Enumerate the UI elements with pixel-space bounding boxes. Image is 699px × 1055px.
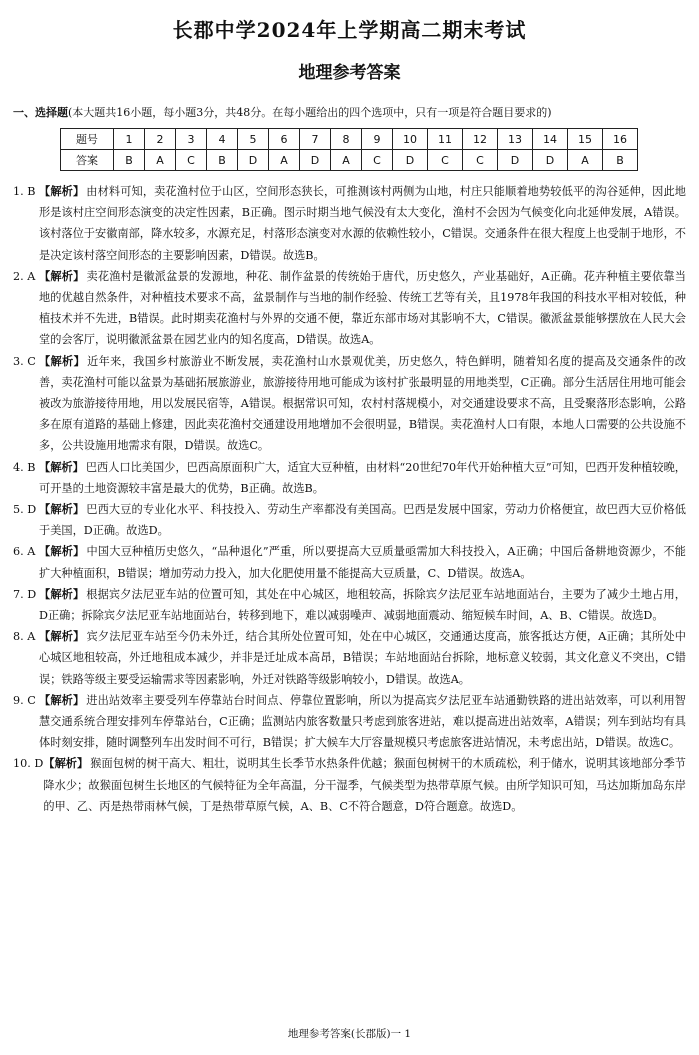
question-number-cell: 1: [114, 129, 145, 150]
explanation-item: [13, 584, 686, 626]
question-number-cell: 9: [362, 129, 393, 150]
answer-cell: C: [176, 150, 207, 171]
explanation-number: 9. C: [13, 693, 36, 707]
answer-table-number-row: [61, 129, 638, 150]
explanation-item: [13, 351, 686, 457]
explanation-item: [13, 753, 686, 817]
answer-cell: D: [498, 150, 533, 171]
explanation-item: [13, 690, 686, 754]
analysis-tag: 【解析】: [39, 693, 85, 707]
answer-cell: A: [145, 150, 176, 171]
answer-cell: D: [300, 150, 331, 171]
explanation-item: [13, 457, 686, 499]
explanation-body: [39, 584, 686, 626]
explanation-number: 4. B: [13, 460, 36, 474]
answer-cell: B: [603, 150, 638, 171]
section-note: (本大题共16小题，每小题3分，共48分。在每小题给出的四个选项中，只有一项是符合题目要求的): [68, 106, 552, 119]
page-subtitle: 地理参考答案: [298, 63, 401, 83]
answer-cell: C: [428, 150, 463, 171]
explanation-number: 2. A: [13, 269, 36, 283]
question-number-cell: 14: [533, 129, 568, 150]
explanation-body: [39, 266, 686, 351]
answer-cell: B: [114, 150, 145, 171]
explanation-text: 巴西大豆的专业化水平、科技投入、劳动生产率都没有美国高。巴西是发展中国家，劳动力价格便宜，故巴西大豆价格低于美国，D正确。故选D。: [39, 503, 686, 538]
row-label-answer: 答案: [61, 150, 114, 171]
explanation-body: [39, 690, 686, 754]
section-title: 一、选择题: [13, 106, 68, 119]
page-title: 长郡中学2024年上学期高二期末考试: [172, 18, 527, 42]
explanation-item: [13, 266, 686, 351]
explanation-item: [13, 626, 686, 690]
question-number-cell: 2: [145, 129, 176, 150]
question-number-cell: 16: [603, 129, 638, 150]
question-number-cell: 15: [568, 129, 603, 150]
explanation-text: 进出站效率主要受列车停靠站台时间点、停靠位置影响，所以为提高宾夕法尼亚车站通勤铁路的进出站效率，可以利用智慧交通系统合理安排列车停靠站台，C正确；监测站内旅客数量只考虑到旅客进站，难以提高进出站效率，A错误；列车到站均有具体时刻安排，随时调整列车出发时间不可行，B错误；扩大候车大厅容量规模只考虑旅客进站情况，未考虑出站，D错误。故选C。: [39, 693, 686, 750]
question-number-cell: 7: [300, 129, 331, 150]
explanation-text: 卖花渔村是徽派盆景的发源地，种花、制作盆景的传统始于唐代，历史悠久，产业基础好，A正确。花卉种植主要依靠当地的优越自然条件，对种植技术要求不高，盆景制作与当地的制作经验、传统工艺等有关，且1978年我国的科技水平相对较低，种植技术并不先进，B错误。此时期卖花渔村与外界的交通不便，靠近东部市场对其影响不大，C错误。徽派盆景能够摆放在人民大会堂的会客厅，说明徽派盆景在园艺业内的知名度高，D错误。故选A。: [39, 269, 686, 347]
explanation-number: 10. D: [13, 757, 44, 771]
analysis-tag: 【解析】: [39, 354, 86, 368]
answer-cell: D: [533, 150, 568, 171]
analysis-tag: 【解析】: [39, 545, 85, 559]
analysis-tag: 【解析】: [39, 503, 85, 517]
answer-cell: D: [393, 150, 428, 171]
question-number-cell: 8: [331, 129, 362, 150]
explanation-number: 3. C: [13, 354, 36, 368]
analysis-tag: 【解析】: [39, 587, 85, 601]
explanation-text: 巴西人口比美国少，巴西高原面积广大，适宜大豆种植，由材料“20世纪70年代开始种植大豆”可知，巴西开发种植较晚，可开垦的土地资源较丰富是最大的优势，B正确。故选B。: [39, 460, 686, 495]
explanation-item: [13, 541, 686, 583]
analysis-tag: 【解析】: [39, 460, 84, 474]
explanation-body: [39, 457, 686, 499]
explanation-body: [39, 351, 686, 457]
explanation-number: 1. B: [13, 185, 36, 198]
explanation-number: 7. D: [13, 587, 37, 601]
row-label-number: 题号: [61, 129, 114, 150]
explanation-number: 6. A: [13, 545, 36, 559]
analysis-tag: 【解析】: [43, 757, 89, 771]
question-number-cell: 6: [269, 129, 300, 150]
question-number-cell: 12: [463, 129, 498, 150]
explanation-text: 根据宾夕法尼亚车站的位置可知，其处在中心城区，地租较高，拆除宾夕法尼亚车站地面站台，主要为了减少土地占用，D正确；拆除宾夕法尼亚车站地面站台，转移到地下，难以减弱噪声、减弱地面震动、缩短候车时间，A、B、C错误。故选D。: [39, 587, 686, 623]
question-number-cell: 3: [176, 129, 207, 150]
explanation-list: [13, 181, 686, 817]
question-number-cell: 4: [207, 129, 238, 150]
question-number-cell: 5: [238, 129, 269, 150]
answer-cell: C: [362, 150, 393, 171]
question-number-cell: 10: [393, 129, 428, 150]
explanation-body: [39, 499, 686, 541]
explanation-text: 中国大豆种植历史悠久，“品种退化”严重，所以要提高大豆质量亟需加大科技投入，A正确；中国后备耕地资源少，不能扩大种植面积，B错误；增加劳动力投入，加大化肥使用量不能提高大豆质量，C、D错误。故选A。: [39, 545, 686, 580]
explanation-body: [43, 753, 686, 817]
question-number-cell: 11: [428, 129, 463, 150]
explanation-number: 5. D: [13, 503, 37, 517]
explanation-number: 8. A: [13, 630, 36, 644]
answer-cell: A: [568, 150, 603, 171]
answer-table: [60, 128, 638, 171]
explanation-text: 宾夕法尼亚车站至今仍未外迁，结合其所处位置可知，处在中心城区，交通通达度高，旅客抵达方便，A正确；其所处中心城区地租较高，外迁地租成本减少，并非是迁址成本高昂，B错误；车站地面站台拆除，地标意义较弱，其文化意义不突出，C错误；铁路等级主要受运输需求等因素影响，外迁对铁路等级影响较小，D错误。故选A。: [39, 630, 686, 686]
analysis-tag: 【解析】: [39, 269, 85, 283]
analysis-tag: 【解析】: [39, 185, 85, 198]
question-number-cell: 13: [498, 129, 533, 150]
section-heading: [13, 104, 693, 120]
answer-cell: C: [463, 150, 498, 171]
answer-cell: A: [269, 150, 300, 171]
explanation-item: [13, 499, 686, 541]
explanation-text: 由材料可知，卖花渔村位于山区，空间形态狭长，可推测该村两侧为山地，村庄只能顺着地势较低平的沟谷延伸，因此地形是该村庄空间形态演变的决定性因素，B正确。图示时期当地气候没有太大变化，渔村不会因为气候变化向北延伸发展，A错误。该村落位于安徽南部，降水较多，水源充足，村落形态演变对水源的依赖性较小，C错误。交通条件在很大程度上也受制于地形，不是决定该村落空间形态的主要影响因素，D错误。故选B。: [39, 185, 686, 262]
answer-cell: D: [238, 150, 269, 171]
explanation-text: 猴面包树的树干高大、粗壮，说明其生长季节水热条件优越；猴面包树树干的木质疏松，利于储水，说明其该地部分季节降水少；故猴面包树生长地区的气候特征为全年高温，分干湿季，气候类型为热带草原气候。由所学知识可知，马达加斯加岛东岸的甲、乙、丙是热带雨林气候，丁是热带草原气候，A、B、C不符合题意，D符合题意。故选D。: [43, 757, 686, 813]
explanation-body: [39, 181, 686, 266]
answer-table-answer-row: [61, 150, 638, 171]
explanation-body: [39, 626, 686, 690]
analysis-tag: 【解析】: [39, 630, 85, 644]
explanation-body: [39, 541, 686, 583]
explanation-item: [13, 181, 686, 266]
explanation-text: 近年来，我国乡村旅游业不断发展，卖花渔村山水景观优美，历史悠久，特色鲜明，随着知名度的提高及交通条件的改善，卖花渔村可能以盆景为基础拓展旅游业，旅游接待用地可能成为该村扩张最明显的用地类型，C正确。部分生活居住用地可能会被改为旅游接待用地，用以发展民宿等，A错误。根据常识可知，农村村落规模小，对交通建设要求不高，且受聚落形态影响，公路多在原有道路的基础上修建，因此卖花渔村交通建设用地增加不会很明显，B错误。卖花渔村人口有限，本地人口需要的公共设施不多，公共设施用地需求有限，D错误。故选C。: [39, 354, 686, 453]
answer-cell: B: [207, 150, 238, 171]
page-footer: 地理参考答案(长郡版)一 1: [287, 1028, 412, 1040]
answer-cell: A: [331, 150, 362, 171]
